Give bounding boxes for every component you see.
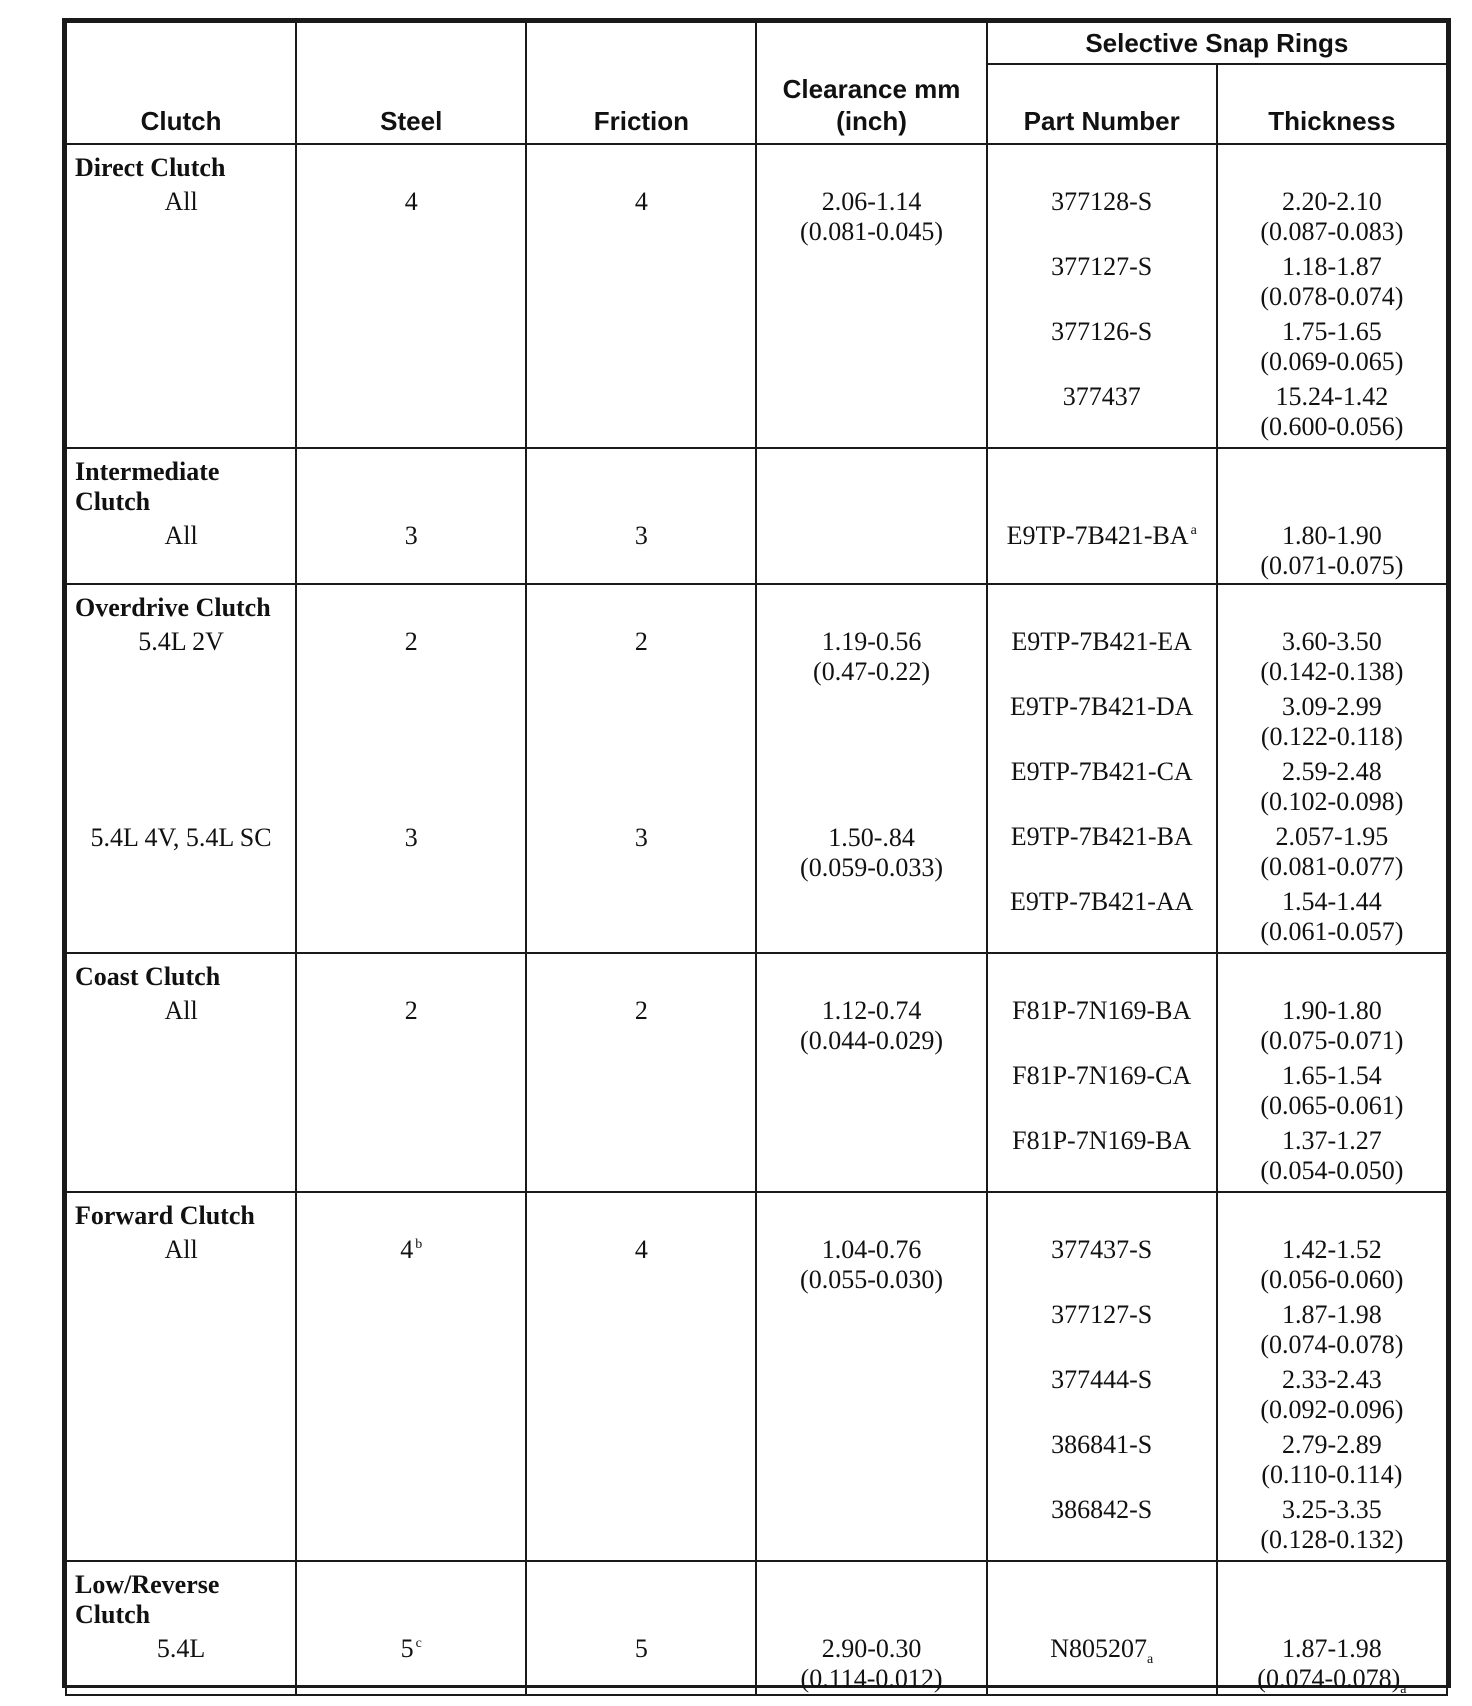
clearance-mm: 1.50-.84	[828, 823, 915, 852]
clutch-variant: All	[164, 1235, 198, 1264]
footnote-marker: c	[415, 1636, 422, 1652]
clearance-inch: (0.081-0.045)	[800, 217, 944, 246]
clearance-inch: (0.47-0.22)	[813, 657, 931, 686]
clutch-variant: 5.4L 4V, 5.4L SC	[90, 823, 272, 852]
thickness-value: 2.79-2.89 (0.110-0.114)	[1261, 1430, 1403, 1489]
clearance-cell	[756, 1561, 986, 1695]
steel-count: 4	[404, 187, 418, 216]
clutch-name: Low/Reverse Clutch	[75, 1570, 220, 1629]
table-row-forward-clutch	[66, 1192, 1447, 1561]
thickness-value: 1.37-1.27 (0.054-0.050)	[1260, 1126, 1404, 1185]
header-part-number: Part Number	[987, 64, 1217, 144]
clearance-mm: 1.04-0.76	[821, 1235, 922, 1264]
part-number-cell	[987, 1192, 1217, 1561]
part-number-cell	[987, 584, 1217, 953]
steel-cell	[296, 1561, 526, 1695]
part-number: 386841-S	[1051, 1430, 1153, 1459]
clearance-cell	[756, 144, 986, 448]
thickness-value: 3.09-2.99 (0.122-0.118)	[1260, 692, 1403, 751]
part-number: 377126-S	[1051, 317, 1153, 346]
steel-cell	[296, 953, 526, 1192]
footnote-marker: a	[1400, 1682, 1407, 1698]
friction-cell	[526, 953, 756, 1192]
friction-count: 4	[634, 187, 648, 216]
thickness-value: 2.33-2.43 (0.092-0.096)	[1260, 1365, 1404, 1424]
steel-cell	[296, 448, 526, 584]
clearance-inch: (0.055-0.030)	[800, 1265, 944, 1294]
part-number-cell	[987, 953, 1217, 1192]
steel-count: 2	[404, 996, 418, 1025]
thickness-value: 1.90-1.80 (0.075-0.071)	[1260, 996, 1404, 1055]
clutch-name: Coast Clutch	[75, 962, 221, 991]
clearance-mm: 1.19-0.56	[821, 627, 922, 656]
clutch-spec-table	[65, 21, 1448, 1696]
thickness-cell	[1217, 584, 1447, 953]
thickness-value: 2.057-1.95 (0.081-0.077)	[1260, 822, 1404, 881]
clearance-cell	[756, 1192, 986, 1561]
clearance-inch: (0.114-0.012)	[800, 1664, 943, 1693]
thickness-value: 1.75-1.65 (0.069-0.065)	[1260, 317, 1404, 376]
steel-cell	[296, 584, 526, 953]
thickness-mm: 1.80-1.90	[1282, 521, 1382, 550]
friction-count: 2	[634, 627, 648, 656]
clearance-mm: 2.06-1.14	[821, 187, 922, 216]
thickness-value: 1.54-1.44 (0.061-0.057)	[1260, 887, 1404, 946]
part-number: F81P-7N169-BA	[1012, 996, 1192, 1025]
part-number: E9TP-7B421-DA	[1009, 692, 1194, 721]
part-number: F81P-7N169-BA	[1012, 1126, 1192, 1155]
thickness-cell	[1217, 448, 1447, 584]
header-clutch: Clutch	[66, 22, 296, 144]
clutch-name: Direct Clutch	[75, 153, 226, 182]
part-number: E9TP-7B421-CA	[1010, 757, 1193, 786]
thickness-value: 1.18-1.87 (0.078-0.074)	[1260, 252, 1404, 311]
steel-count: 2	[404, 627, 418, 656]
header-clearance: Clearance mm (inch)	[756, 22, 986, 144]
thickness-value: 1.65-1.54 (0.065-0.061)	[1260, 1061, 1404, 1120]
thickness-mm: 1.87-1.98	[1282, 1634, 1382, 1663]
thickness-value: 1.42-1.52 (0.056-0.060)	[1260, 1235, 1404, 1294]
table-row-overdrive-clutch	[66, 584, 1447, 953]
clutch-variant: 5.4L	[156, 1634, 206, 1663]
thickness-value: 2.20-2.10 (0.087-0.083)	[1260, 187, 1404, 246]
header-thickness: Thickness	[1217, 64, 1447, 144]
header-steel: Steel	[296, 22, 526, 144]
clutch-name: Overdrive Clutch	[75, 593, 271, 622]
friction-count: 5	[634, 1634, 648, 1663]
clutch-specification-sheet	[62, 18, 1451, 1698]
steel-cell	[296, 144, 526, 448]
footnote-marker: b	[415, 1237, 423, 1253]
clearance-inch: (0.044-0.029)	[800, 1026, 944, 1055]
friction-count: 3	[634, 521, 648, 550]
steel-count: 3	[404, 521, 418, 550]
thickness-value: 2.59-2.48 (0.102-0.098)	[1260, 757, 1404, 816]
part-number-cell	[987, 448, 1217, 584]
steel-count: 5	[400, 1634, 414, 1663]
clearance-inch: (0.059-0.033)	[800, 853, 944, 882]
thickness-value: 3.60-3.50 (0.142-0.138)	[1260, 627, 1404, 686]
steel-count: 3	[404, 823, 418, 852]
clutch-cell	[66, 1192, 296, 1561]
part-number: E9TP-7B421-BA	[1010, 822, 1193, 851]
friction-count: 2	[634, 996, 648, 1025]
part-number: E9TP-7B421-EA	[1011, 627, 1192, 656]
part-number: 377127-S	[1051, 252, 1153, 281]
header-selective-snap-rings: Selective Snap Rings	[987, 22, 1447, 64]
clutch-variant: All	[164, 521, 198, 550]
table-row-direct-clutch	[66, 144, 1447, 448]
friction-cell	[526, 1561, 756, 1695]
friction-count: 4	[634, 1235, 648, 1264]
header-friction: Friction	[526, 22, 756, 144]
clearance-cell	[756, 953, 986, 1192]
thickness-value: 3.25-3.35 (0.128-0.132)	[1260, 1495, 1404, 1554]
part-number: 377444-S	[1051, 1365, 1153, 1394]
part-number: 377128-S	[1051, 187, 1153, 216]
clearance-cell	[756, 584, 986, 953]
friction-cell	[526, 584, 756, 953]
part-number: E9TP-7B421-BA	[1006, 521, 1189, 550]
table-row-intermediate-clutch	[66, 448, 1447, 584]
clutch-cell	[66, 953, 296, 1192]
table-row-coast-clutch	[66, 953, 1447, 1192]
clutch-variant: All	[164, 996, 198, 1025]
clutch-cell	[66, 448, 296, 584]
part-number: 386842-S	[1051, 1495, 1153, 1524]
friction-cell	[526, 1192, 756, 1561]
part-number: 377437-S	[1051, 1235, 1153, 1264]
clutch-name: Intermediate Clutch	[75, 457, 220, 516]
clearance-cell	[756, 448, 986, 584]
clutch-variant: 5.4L 2V	[138, 627, 224, 656]
footnote-marker: a	[1190, 523, 1197, 539]
thickness-cell	[1217, 1561, 1447, 1698]
part-number: N805207	[1050, 1634, 1147, 1663]
thickness-inch: (0.071-0.075)	[1260, 551, 1404, 580]
thickness-cell	[1217, 144, 1447, 448]
clearance-mm: 1.12-0.74	[821, 996, 922, 1025]
friction-count: 3	[634, 823, 648, 852]
clutch-name: Forward Clutch	[75, 1201, 255, 1230]
thickness-cell	[1217, 953, 1447, 1192]
friction-cell	[526, 448, 756, 584]
part-number-cell	[987, 1561, 1217, 1695]
part-number: 377127-S	[1051, 1300, 1153, 1329]
steel-cell	[296, 1192, 526, 1561]
table-row-low-reverse-clutch	[66, 1561, 1447, 1695]
clutch-cell	[66, 584, 296, 953]
clutch-cell	[66, 1561, 296, 1695]
clearance-mm: 2.90-0.30	[821, 1634, 922, 1663]
thickness-value: 15.24-1.42 (0.600-0.056)	[1260, 382, 1404, 441]
part-number: 377437	[1062, 382, 1141, 411]
part-number: F81P-7N169-CA	[1012, 1061, 1192, 1090]
footnote-marker: a	[1146, 1652, 1154, 1668]
thickness-value: 1.87-1.98 (0.074-0.078)	[1260, 1300, 1404, 1359]
part-number-cell	[987, 144, 1217, 448]
friction-cell	[526, 144, 756, 448]
thickness-inch: $(0.074-0.078)_a$	[1257, 1664, 1407, 1698]
clutch-variant: All	[164, 187, 198, 216]
thickness-cell	[1217, 1192, 1447, 1561]
steel-count: 4	[400, 1235, 414, 1264]
part-number: E9TP-7B421-AA	[1009, 887, 1194, 916]
clutch-cell	[66, 144, 296, 448]
